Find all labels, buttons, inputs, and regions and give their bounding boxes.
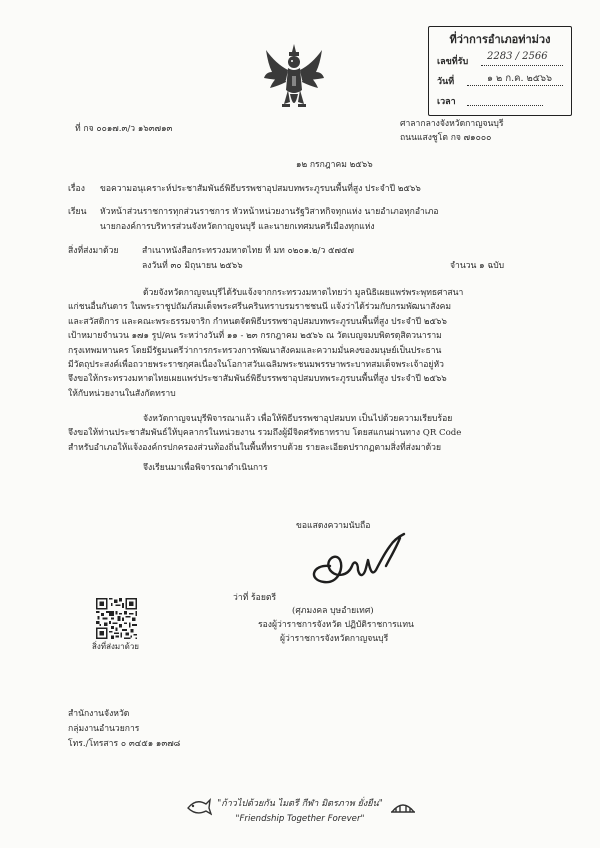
paragraph-line: กรุงเทพมหานคร โดยมีรัฐมนตรีว่าการกระทรวงการพัฒนาสังคมและความมั่นคงของมนุษย์เป็นประธาน <box>68 345 442 356</box>
paragraph-line: เป้าหมายจำนวน ๑๗๑ รูป/คน ระหว่างวันที่ ๑๑ - ๒๓ กรกฎาคม ๒๕๖๖ ณ วัดเบญจมบพิตรดุสิตวนาราม <box>68 331 442 342</box>
paragraph-line: จึงขอให้ท่านประชาสัมพันธ์ให้บุคลากรในหน่วยงาน รวมถึงผู้มีจิตศรัทธาทราบ โดยสแกนผ่านทาง QR Code <box>68 428 462 439</box>
signer-position-1: รองผู้ว่าราชการจังหวัด ปฏิบัติราชการแทน <box>258 620 414 630</box>
subject-label: เรื่อง <box>68 184 85 194</box>
enclosure-line-1: สำเนาหนังสือกระทรวงมหาดไทย ที่ มท ๐๒๐๑.๒/ว ๕๗๕๗ <box>142 246 354 256</box>
subject-text: ขอความอนุเคราะห์ประชาสัมพันธ์พิธีบรรพชาอุปสมบทพระภูรบนพื้นที่สูง ประจำปี ๒๕๖๖ <box>100 184 421 194</box>
to-label: เรียน <box>68 207 87 217</box>
qr-caption: สิ่งที่ส่งมาด้วย <box>92 642 139 651</box>
qr-code[interactable] <box>96 598 137 639</box>
to-line-2: นายกองค์การบริหารส่วนจังหวัดกาญจนบุรี และนายกเทศมนตรีเมืองทุกแห่ง <box>100 222 375 232</box>
body-paragraph-2 <box>68 412 525 455</box>
stamp-receipt-number: 2283 / 2566 <box>487 51 548 62</box>
contact-office: สำนักงานจังหวัด <box>68 709 130 719</box>
document-number: ที่ กจ ๐๐๑๗.๓/ว ๑๖๓๗๑๓ <box>75 124 173 134</box>
paragraph-line: จังหวัดกาญจนบุรีพิจารณาแล้ว เพื่อให้พิธีบรรพชาอุปสมบท เป็นไปด้วยความเรียบร้อย <box>143 414 453 424</box>
receipt-stamp <box>428 26 572 116</box>
paragraph-line: และสวัสดิการ และคณะพระธรรมจาริก กำหนดจัดพิธีบรรพชาอุปสมบทพระภูรบนพื้นที่สูง ประจำปี ๒๕๖๖ <box>68 316 447 327</box>
contact-division: กลุ่มงานอำนวยการ <box>68 724 140 734</box>
signer-position-2: ผู้ว่าราชการจังหวัดกาญจนบุรี <box>280 634 389 644</box>
sender-address: ถนนแสงชูโต กจ ๗๑๐๐๐ <box>400 133 492 143</box>
closing-text: ขอแสดงความนับถือ <box>296 521 371 531</box>
body-paragraph-3: จึงเรียนมาเพื่อพิจารณาดำเนินการ <box>143 463 268 473</box>
document-date: ๑๒ กรกฎาคม ๒๕๖๖ <box>296 160 373 170</box>
handwritten-signature <box>300 530 430 588</box>
paragraph-line: จึงขอให้กระทรวงมหาดไทยเผยแพร่ประชาสัมพันธ์พิธีบรรพชาอุปสมบทพระภูรบนพื้นที่สูง ประจำปี ๒๕๖๖ <box>68 374 447 385</box>
signer-name: (ศุภมงคล บุษอำยเทศ) <box>292 606 374 616</box>
enclosure-line-2: ลงวันที่ ๓๐ มิถุนายน ๒๕๖๖ <box>142 261 243 271</box>
contact-phone: โทร./โทรสาร ๐ ๓๔๕๑ ๑๓๗๘ <box>68 739 181 749</box>
paragraph-line: สำหรับอำเภอให้แจ้งองค์กรปกครองส่วนท้องถิ่นในพื้นที่ทราบด้วย รายละเอียดปรากฏตามสิ่งที่ส่งมาด้วย <box>68 442 442 453</box>
stamp-receipt-label: เลขที่รับ <box>437 57 469 67</box>
stamp-date: ๑ ๒ ก.ค. ๒๕๖๖ <box>487 73 553 84</box>
paragraph-line: แก่ชนอื่นกันดาร ในพระราชูปถัมภ์สมเด็จพระศรีนครินทราบรมราชชนนี แจ้งว่าได้ร่วมกับกรมพัฒนาสังคม <box>68 302 452 313</box>
paragraph-line: ให้กับหน่วยงานในสังกัดทราบ <box>68 388 176 399</box>
stamp-title: ที่ว่าการอำเภอท่าม่วง <box>449 33 551 46</box>
garuda-emblem <box>262 42 326 118</box>
stamp-time-label: เวลา <box>437 97 456 107</box>
footer-slogan-thai: "ก้าวไปด้วยกัน ไมตรี กีฬา มิตรภาพ ยั่งยืน" <box>217 799 383 809</box>
enclosure-label: สิ่งที่ส่งมาด้วย <box>68 246 119 256</box>
signer-rank: ว่าที่ ร้อยตรี <box>233 593 277 603</box>
footer-slogan-english: "Friendship Together Forever" <box>235 814 365 824</box>
sender-office: ศาลากลางจังหวัดกาญจนบุรี <box>400 119 504 129</box>
paragraph-line: ด้วยจังหวัดกาญจนบุรีได้รับแจ้งจากกระทรวงมหาดไทยว่า มูลนิธิเผยแพร่พระพุทธศาสนา <box>143 288 464 298</box>
paragraph-line: มีวัตถุประสงค์เพื่อถวายพระราชกุศลเนื่องในโอกาสวันเฉลิมพระชนมพรรษาพระบาทสมเด็จพระเจ้าอยู่หัว <box>68 360 444 371</box>
body-paragraph-1 <box>68 286 525 401</box>
to-line-1: หัวหน้าส่วนราชการทุกส่วนราชการ หัวหน้าหน่วยงานรัฐวิสาหกิจทุกแห่ง นายอำเภอทุกอำเภอ <box>100 207 439 217</box>
stamp-date-label: วันที่ <box>437 77 455 87</box>
enclosure-count: จำนวน ๑ ฉบับ <box>450 261 505 271</box>
